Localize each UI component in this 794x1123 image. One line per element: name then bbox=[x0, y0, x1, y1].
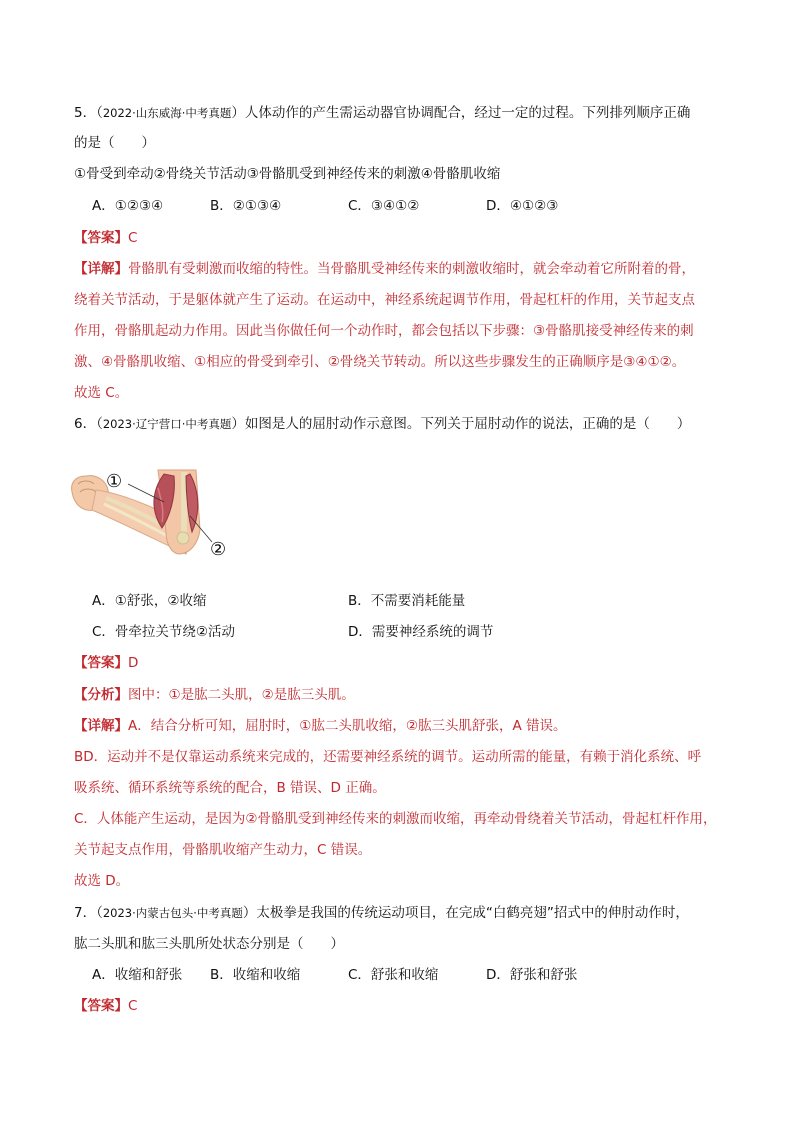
q7-option-a: A．收缩和舒张 bbox=[92, 967, 183, 983]
q5-detail-line-4: 激、④骨骼肌收缩、①相应的骨受到牵引、②骨绕关节转动。所以这些步骤发生的正确顺序是③④①②。 bbox=[74, 354, 686, 370]
q5-option-d: D．④①②③ bbox=[486, 198, 559, 214]
q5-option-c: C．③④①② bbox=[348, 198, 420, 214]
q5-option-b: B．②①③④ bbox=[210, 198, 282, 214]
q7-stem-line-2: 肱二头肌和肱三头肌所处状态分别是（ ） bbox=[74, 936, 344, 952]
q6-analysis: 【分析】图中：①是肱二头肌，②是肱三头肌。 bbox=[74, 687, 355, 703]
q5-source: 2022·山东威海·中考真题 bbox=[102, 106, 232, 120]
q5-conclusion: 故选 C。 bbox=[74, 385, 129, 401]
q7-stem-line-1 bbox=[74, 903, 689, 923]
q7-option-d: D．舒张和舒张 bbox=[486, 967, 578, 983]
detail-tag: 【详解】 bbox=[74, 718, 128, 734]
q7-option-c: C．舒张和收缩 bbox=[348, 967, 439, 983]
q5-detail-line-3: 作用，骨骼肌起动力作用。因此当你做任何一个动作时，都会包括以下步骤：③骨骼肌接受神经传来的刺 bbox=[74, 323, 694, 339]
q6-answer bbox=[74, 653, 138, 673]
answer-tag: 【答案】 bbox=[74, 230, 128, 246]
q7-answer bbox=[74, 996, 137, 1016]
analysis-tag: 【分析】 bbox=[74, 687, 128, 703]
q5-stem-text: ）人体动作的产生需运动器官协调配合，经过一定的过程。下列排列顺序正确 bbox=[231, 105, 691, 121]
q7-option-b: B．收缩和收缩 bbox=[210, 967, 301, 983]
q6-option-b: B．不需要消耗能量 bbox=[348, 593, 466, 609]
answer-value: C bbox=[128, 230, 138, 246]
q6-stem-line bbox=[74, 414, 690, 434]
q7-source: 2023·内蒙古包头·中考真题 bbox=[102, 906, 243, 920]
q6-detail-line-1: 【详解】A．结合分析可知，屈肘时，①肱二头肌收缩，②肱三头肌舒张，A 错误。 bbox=[74, 718, 567, 734]
q5-number: 5．（ bbox=[74, 105, 103, 121]
q6-detail-line-5: 关节起支点作用，骨骼肌收缩产生动力，C 错误。 bbox=[74, 842, 372, 858]
q5-stem-line-1 bbox=[74, 103, 690, 123]
q6-stem-text: ）如图是人的屈肘动作示意图。下列关于屈肘动作的说法，正确的是（ ） bbox=[231, 416, 691, 432]
answer-value: D bbox=[128, 655, 139, 671]
answer-value: C bbox=[128, 998, 138, 1014]
q5-option-a: A．①②③④ bbox=[92, 198, 164, 214]
answer-tag: 【答案】 bbox=[74, 655, 128, 671]
q6-conclusion: 故选 D。 bbox=[74, 873, 130, 889]
q5-detail-line-2: 绕着关节活动，于是躯体就产生了运动。在运动中，神经系统起调节作用，骨起杠杆的作用，关节起支点 bbox=[74, 292, 695, 308]
figure-label-1: ① bbox=[106, 471, 123, 492]
detail-tag: 【详解】 bbox=[74, 261, 128, 277]
q7-stem-text: ）太极拳是我国的传统运动项目，在完成“白鹤亮翅”招式中的伸肘动作时， bbox=[242, 905, 689, 921]
q5-stem-line-2: 的是（ ） bbox=[74, 135, 155, 151]
q5-items: ①骨受到牵动②骨绕关节活动③骨骼肌受到神经传来的刺激④骨骼肌收缩 bbox=[74, 166, 501, 182]
q5-detail-line-1: 【详解】骨骼肌有受刺激而收缩的特性。当骨骼肌受神经传来的刺激收缩时，就会牵动着它所附着的骨， bbox=[74, 261, 695, 277]
q6-option-d: D．需要神经系统的调节 bbox=[348, 624, 494, 640]
q6-number: 6．（ bbox=[74, 416, 103, 432]
q6-detail-line-3: 吸系统、循环系统等系统的配合，B 错误、D 正确。 bbox=[74, 780, 386, 796]
figure-label-2: ② bbox=[210, 539, 227, 560]
q7-number: 7．（ bbox=[74, 905, 103, 921]
q6-source: 2023·辽宁营口·中考真题 bbox=[102, 417, 232, 431]
q5-answer bbox=[74, 228, 137, 248]
arm-flexion-figure bbox=[66, 466, 246, 574]
q6-option-c: C．骨牵拉关节绕②活动 bbox=[92, 624, 236, 640]
q6-option-a: A．①舒张，②收缩 bbox=[92, 593, 207, 609]
q6-detail-line-4: C．人体能产生运动，是因为②骨骼肌受到神经传来的刺激而收缩，再牵动骨绕着关节活动，骨起杠杆作用， bbox=[74, 811, 717, 827]
answer-tag: 【答案】 bbox=[74, 998, 128, 1014]
q6-detail-line-2: BD．运动并不是仅靠运动系统来完成的，还需要神经系统的调节。运动所需的能量，有赖于消化系统、呼 bbox=[74, 749, 702, 765]
